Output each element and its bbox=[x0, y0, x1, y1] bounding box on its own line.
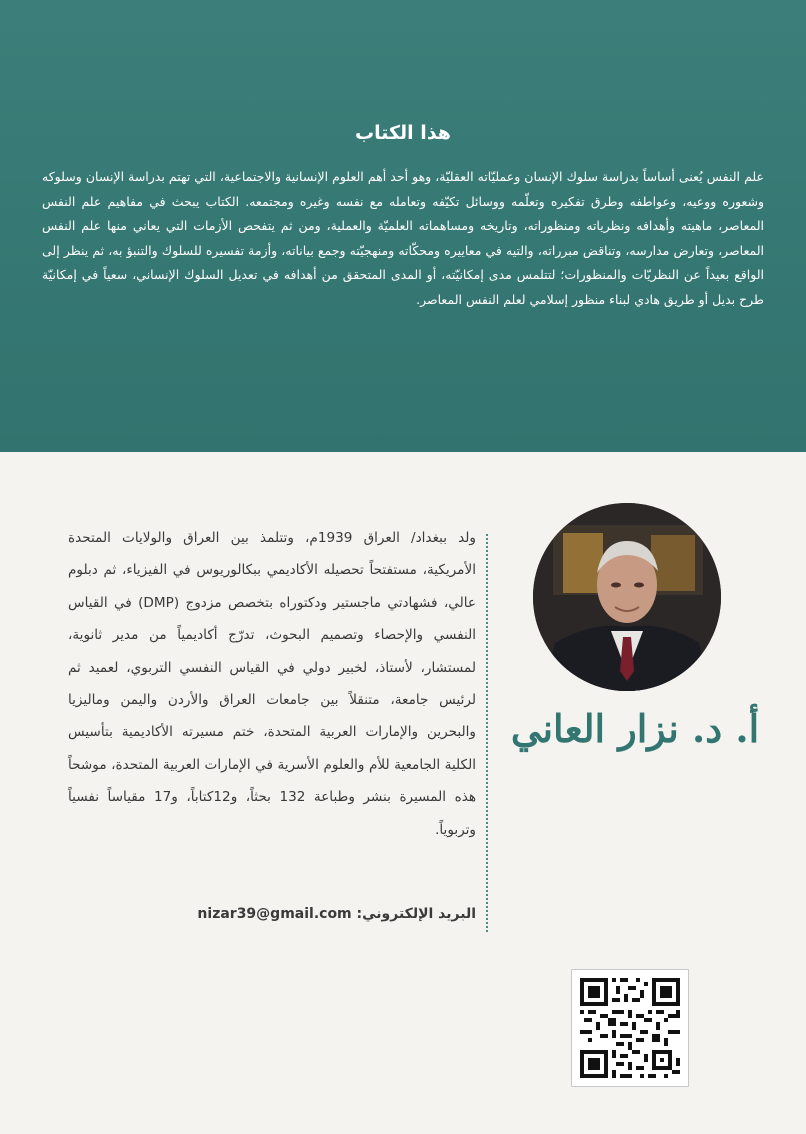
email-label: البريد الإلكتروني: bbox=[356, 906, 476, 922]
email-address[interactable]: nizar39@gmail.com bbox=[197, 906, 352, 922]
section-heading: هذا الكتاب bbox=[355, 122, 451, 144]
portrait-illustration bbox=[533, 503, 721, 691]
qr-code[interactable] bbox=[571, 969, 689, 1087]
dotted-divider bbox=[486, 534, 488, 932]
author-photo bbox=[533, 503, 721, 691]
author-name: أ. د. نزار العاني bbox=[510, 706, 760, 751]
top-teal-band bbox=[0, 0, 806, 452]
qr-pattern bbox=[572, 970, 688, 1086]
book-description: علم النفس يُعنى أساساً بدراسة سلوك الإنسان وعمليّاته العقليّة، وهو أحد أهم العلوم الإنسانية والاجتماعية، التي تهتم بدراسة الإنسان وسلوكه وشعوره ووعيه، وعواطفه وطرق تفكيره وتعلّمه ووسائل تكيّفه وتعامله مع نفسه وغيره ومجتمعه. الكتاب يبحث في مفاهيم علم النفس المعاصر، ماهيته وأهدافه ونظرياته ومنظوراته، وتاريخه ومساهماته العلميّة والعملية، ومن ثم يتفحص الأزمات التي يعاني منها علم النفس المعاصر، وتعارض مدارسه، وتناقض مبرراته، والتيه في معاييره ومحكّاته ومنهجيّته وجمع بياناته، وأزمة تفسيره للسلوك والتنبؤ به، ثم ينظر إلى الواقع بعيداً عن النظريّات والمنظورات؛ لتتلمس مدى إمكانيّته، أو المدى المتحقق من أهدافه في تعديل السلوك الإنساني، سعياً في إمكانيّة طرح بديل أو طريق هادي لبناء منظور إسلامي لعلم النفس المعاصر. bbox=[42, 169, 764, 307]
email-row bbox=[68, 906, 476, 922]
author-bio: ولد ببغداد/ العراق 1939م، وتتلمذ بين العراق والولايات المتحدة الأمريكية، مستفتحاً تحصيله الأكاديمي ببكالوريوس في الفيزياء، ثم دبلوم عالي، فشهادتي ماجستير ودكتوراه بتخصص مزدوج (DMP) في القياس النفسي والإحصاء وتصميم البحوث، تدرّج أكاديمياً من مدير ثانوية، لمستشار، لأستاذ، لخبير دولي في القياس النفسي التربوي، لعميد ثم لرئيس جامعة، متنقلاً بين جامعات العراق والأردن واليمن وماليزيا والبحرين والإمارات العربية المتحدة، ختم مسيرته الأكاديمية بتأسيس الكلية الجامعية للأم والعلوم الأسرية في الإمارات العربية المتحدة، موشحاً هذه المسيرة بنشر وطباعة 132 بحثاً، و12كتاباً، و17 مقياساً نفسياً وتربوياً. bbox=[68, 530, 476, 838]
